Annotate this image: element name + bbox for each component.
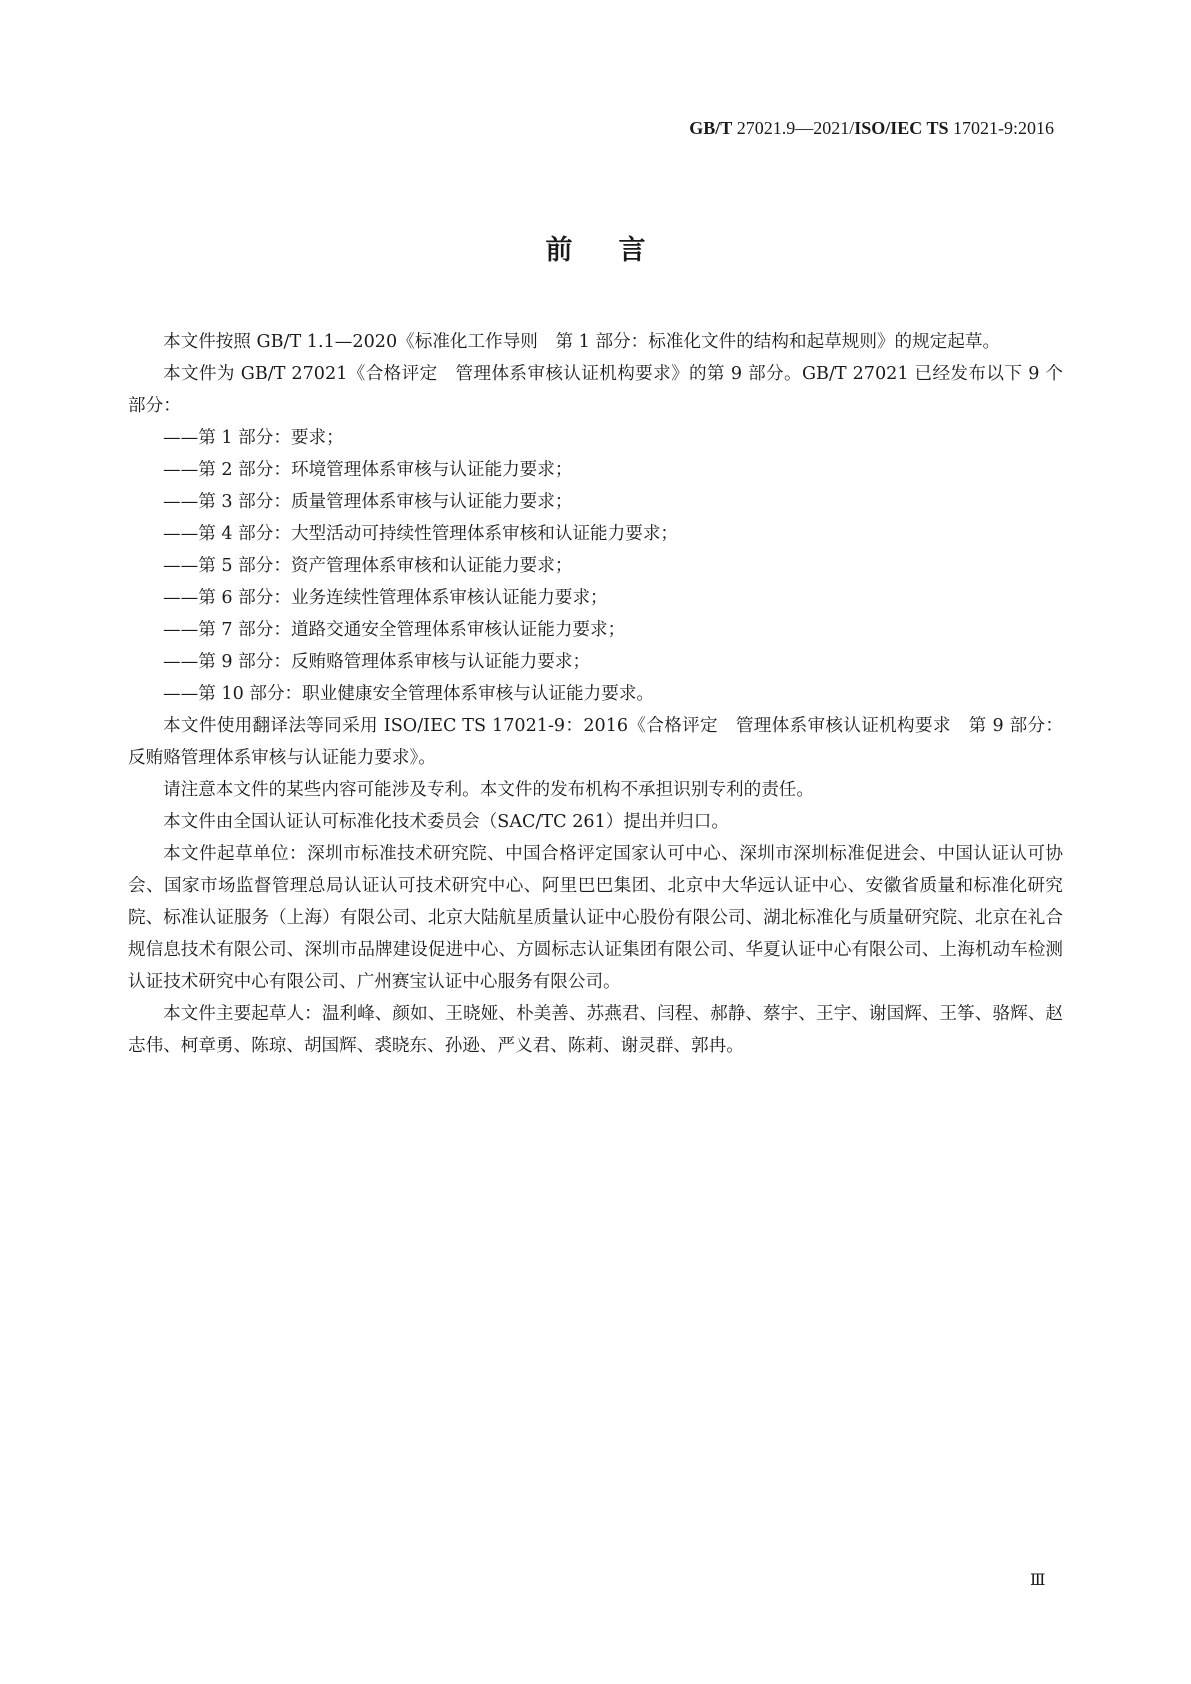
paragraph-series-intro: 本文件为 GB/T 27021《合格评定 管理体系审核认证机构要求》的第 9 部分。GB/T 27021 已经发布以下 9 个部分：: [128, 364, 1063, 416]
standard-code-number: 27021.9—2021/: [732, 118, 855, 138]
list-item: ——第 3 部分：质量管理体系审核与认证能力要求；: [163, 492, 573, 512]
list-item: ——第 7 部分：道路交通安全管理体系审核认证能力要求；: [163, 620, 626, 640]
list-item: ——第 1 部分：要求；: [163, 428, 344, 448]
foreword-body: [128, 326, 1063, 1062]
paragraph-drafters: 本文件主要起草人：温利峰、颜如、王晓娅、朴美善、苏燕君、闫程、郝静、蔡宇、王宇、谢国辉、王筝、骆辉、赵志伟、柯章勇、陈琼、胡国辉、裘晓东、孙逊、严义君、陈莉、谢灵群、郭冉。: [128, 1004, 1063, 1056]
paragraph-drafting-rules: 本文件按照 GB/T 1.1—2020《标准化工作导则 第 1 部分：标准化文件的结构和起草规则》的规定起草。: [163, 332, 1001, 352]
paragraph-committee: 本文件由全国认证认可标准化技术委员会（SAC/TC 261）提出并归口。: [163, 812, 729, 832]
list-item: ——第 2 部分：环境管理体系审核与认证能力要求；: [163, 460, 573, 480]
standard-code-iso: ISO/IEC TS: [854, 118, 949, 138]
list-item: ——第 5 部分：资产管理体系审核和认证能力要求；: [163, 556, 573, 576]
standard-code-prefix: GB/T: [689, 118, 733, 138]
standard-code-suffix: 17021-9:2016: [948, 118, 1054, 138]
standard-code-header: [689, 118, 1054, 139]
list-item: ——第 10 部分：职业健康安全管理体系审核与认证能力要求。: [163, 684, 655, 704]
paragraph-adoption: 本文件使用翻译法等同采用 ISO/IEC TS 17021-9：2016《合格评定 管理体系审核认证机构要求 第 9 部分：反贿赂管理体系审核与认证能力要求》。: [128, 716, 1063, 768]
list-item: ——第 4 部分：大型活动可持续性管理体系审核和认证能力要求；: [163, 524, 679, 544]
page-title: 前言: [545, 235, 692, 266]
page-number: Ⅲ: [1030, 1572, 1046, 1589]
list-item: ——第 6 部分：业务连续性管理体系审核认证能力要求；: [163, 588, 608, 608]
paragraph-drafting-units: 本文件起草单位：深圳市标准技术研究院、中国合格评定国家认可中心、深圳市深圳标准促进会、中国认证认可协会、国家市场监督管理总局认证认可技术研究中心、阿里巴巴集团、北京中大华远认证中心、安徽省质量和标准化研究院、标准认证服务（上海）有限公司、北京大陆航星质量认证中心股份有限公司、湖北标准化与质量研究院、北京在礼合规信息技术有限公司、深圳市品牌建设促进中心、方圆标志认证集团有限公司、华夏认证中心有限公司、上海机动车检测认证技术研究中心有限公司、广州赛宝认证中心服务有限公司。: [128, 844, 1063, 992]
paragraph-patent-notice: 请注意本文件的某些内容可能涉及专利。本文件的发布机构不承担识别专利的责任。: [163, 780, 814, 800]
list-item: ——第 9 部分：反贿赂管理体系审核与认证能力要求；: [163, 652, 591, 672]
